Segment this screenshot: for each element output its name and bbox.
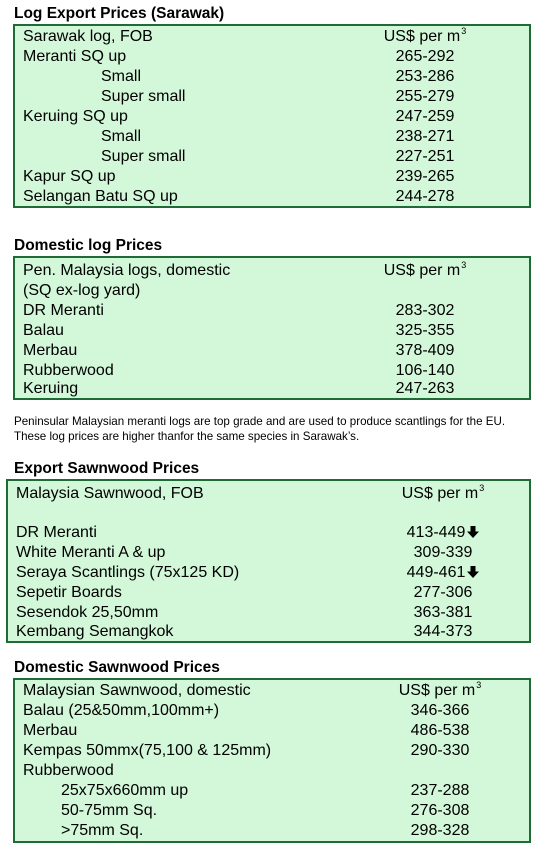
row-value: 378-409 [395,342,455,359]
export-sawnwood-table [6,479,531,643]
row-value: 227-251 [395,148,455,165]
table-row [15,379,529,399]
row-value: 277-306 [413,584,473,601]
table-row [8,523,529,543]
row-value: 298-328 [410,822,470,839]
table-row [8,583,529,603]
row-value: 253-286 [395,68,455,85]
table-row [15,721,529,741]
down-arrow-icon [467,526,479,538]
down-arrow-icon [467,566,479,578]
table-row [15,167,529,187]
row-value: 290-330 [410,742,470,759]
table-row [15,321,529,341]
table-row [15,67,529,87]
unit-label: US$ per $m^3$ [401,483,485,502]
row-value: 486-538 [410,722,470,739]
table-row [15,361,529,381]
row-label: Selangan Batu SQ up [23,188,178,205]
row-value: 449-461 [388,563,498,583]
table-row [15,127,529,147]
domestic-log-note: Peninsular Malaysian meranti logs are top grade and are used to produce scantlings for the EU. These log prices are higher thanfor the same species in Sarawak’s. [14,415,506,443]
domestic-log-table [13,256,531,400]
header-label: Malaysia Sawnwood, FOB [16,485,204,502]
header-label: Malaysian Sawnwood, domestic [23,682,251,699]
row-value: 344-373 [413,623,473,640]
row-value: 238-271 [395,128,455,145]
row-label: Meranti SQ up [23,48,127,65]
row-label: Kempas 50mmx(75,100 & 125mm) [23,742,272,759]
row-value: 346-366 [410,702,470,719]
table-row [15,187,529,207]
unit-label: US$ per $m^3$ [383,260,467,279]
row-value: 325-355 [395,322,455,339]
table-row [15,301,529,321]
domestic-sawnwood-table [13,678,531,843]
row-label: Keruing [23,380,79,397]
row-value: 413-449 [388,523,498,543]
table-row [15,107,529,127]
domestic-log-title: Domestic log Prices [14,237,163,254]
row-label: Small [101,68,142,85]
row-label: White Meranti A & up [16,544,166,561]
row-label: 25x75x660mm up [61,782,189,799]
row-label: Balau (25&50mm,100mm+) [23,702,220,719]
row-value: 276-308 [410,802,470,819]
unit-label: US$ per $m^3$ [398,680,482,699]
row-label: DR Meranti [16,524,97,541]
table-header [15,27,529,47]
row-label: Rubberwood [23,762,114,779]
table-row [8,603,529,623]
row-label: Kapur SQ up [23,168,116,185]
table-row [15,87,529,107]
table-row [8,563,529,583]
row-label: DR Meranti [23,302,104,319]
row-label: Merbau [23,722,78,739]
row-value: 283-302 [395,302,455,319]
row-label: Small [101,128,142,145]
table-row [15,781,529,801]
row-label: Super small [101,88,186,105]
table-row [15,741,529,761]
log-export-table [13,24,531,208]
table-row [15,821,529,841]
table-row [15,341,529,361]
header-label: Pen. Malaysia logs, domestic [23,262,231,279]
domestic-sawnwood-title: Domestic Sawnwood Prices [14,659,220,676]
row-value: 247-263 [395,380,455,397]
export-sawnwood-title: Export Sawnwood Prices [14,460,200,477]
unit-label: US$ per $m^3$ [383,26,467,45]
table-header-subline [15,281,529,301]
table-row [8,622,529,642]
row-value: 239-265 [395,168,455,185]
row-value: 237-288 [410,782,470,799]
row-value: 265-292 [395,48,455,65]
table-header [8,484,529,504]
table-row [15,47,529,67]
row-value: 255-279 [395,88,455,105]
row-label: Rubberwood [23,362,114,379]
row-label: Keruing SQ up [23,108,128,125]
table-row [15,801,529,821]
row-label: >75mm Sq. [61,822,144,839]
row-label: Merbau [23,342,78,359]
row-label: 50-75mm Sq. [61,802,158,819]
table-row [15,761,529,781]
table-header [15,261,529,281]
row-label: Kembang Semangkok [16,623,174,640]
header-label: Sarawak log, FOB [23,28,153,45]
row-value: 363-381 [413,604,473,621]
row-value: 247-259 [395,108,455,125]
row-label: Balau [23,322,64,339]
table-row [15,701,529,721]
table-header [15,681,529,701]
table-row [8,543,529,563]
row-label: Super small [101,148,186,165]
header-label-2: (SQ ex-log yard) [23,282,141,299]
row-value: 309-339 [413,544,473,561]
row-value: 106-140 [395,362,455,379]
table-row [15,147,529,167]
row-label: Seraya Scantlings (75x125 KD) [16,564,240,581]
row-value: 244-278 [395,188,455,205]
row-label: Sesendok 25,50mm [16,604,159,621]
log-export-title: Log Export Prices (Sarawak) [14,5,225,22]
row-label: Sepetir Boards [16,584,122,601]
